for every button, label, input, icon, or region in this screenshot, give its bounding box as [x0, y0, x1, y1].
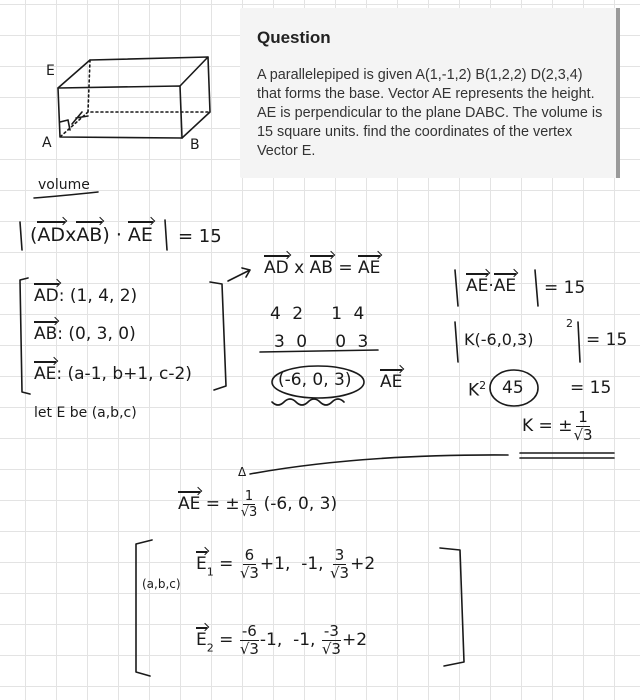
e1-num2: 3 [334, 546, 345, 564]
cross-sign: x [65, 224, 77, 246]
k-value-lhs: K = ± [522, 416, 573, 436]
e1-num: 6 [244, 546, 255, 564]
question-body: A parallelepiped is given A(1,-1,2) B(1,2,2) D(2,3,4) that forms the base. Vector AE represents the height. AE is perpendicular to the plane DABC. The volume is 15 square units. find the coordinates of the vertex Vector E. [257, 67, 603, 159]
e2-line [196, 624, 367, 657]
mag-dot: · [488, 276, 494, 296]
cross-result: (-6, 0, 3) [278, 370, 352, 390]
k-rhs: = 15 [586, 330, 628, 350]
e1-frac-1 [240, 548, 259, 581]
k-value-frac [573, 410, 592, 443]
abs-bar-left-2 [455, 270, 458, 306]
k-value-num: 1 [578, 408, 588, 426]
sketch-label-b: B [190, 137, 200, 153]
cross-result-name [380, 374, 402, 391]
ab-name: AB [34, 324, 58, 344]
e1-mid: +1, -1, [259, 554, 324, 574]
e2-num: -6 [241, 622, 257, 640]
e1-sub: 1 [206, 565, 214, 579]
wavy-underline [272, 399, 344, 405]
e2-frac-2 [322, 624, 341, 657]
ab-line [34, 326, 136, 343]
box-hidden-edges [60, 60, 210, 137]
let-e: let E be (a,b,c) [34, 405, 137, 421]
k2: K [468, 380, 480, 401]
e2-end: +2 [341, 630, 368, 650]
bracket-big-left [136, 540, 152, 676]
volume-equation: (ADxAB) · AE [30, 224, 153, 246]
pointer-line [250, 455, 508, 474]
e2-mid: -1, -1, [259, 630, 316, 650]
k-value-den: √3 [573, 426, 593, 444]
mag-ae-a: AE [466, 276, 489, 296]
k-exponent: 2 [566, 317, 573, 330]
cross-result-vec: AE [380, 372, 403, 392]
cross-vec-ad: AD [264, 258, 289, 278]
vec-ad: AD [37, 224, 66, 246]
vec-ab: AB [76, 224, 103, 246]
cross-definition [264, 260, 380, 277]
abs-bar-right-2 [535, 270, 538, 306]
magnitude-rhs: = 15 [544, 278, 586, 298]
e1-den2: √3 [329, 564, 350, 582]
cross-row-1: 4 2 1 4 [270, 304, 368, 324]
arrow-right [228, 268, 250, 281]
box-top-face [58, 57, 208, 88]
e2-frac-1 [240, 624, 259, 657]
arrow-marker: Δ [238, 465, 247, 479]
k-expression: K(-6,0,3) [464, 330, 534, 349]
cross-vec-ae: AE [357, 258, 381, 278]
k-value [522, 410, 594, 443]
sketch-label-a: A [42, 135, 52, 151]
e2-den2: √3 [321, 640, 341, 658]
ab-value: : (0, 3, 0) [57, 324, 136, 344]
ae-final-vec: (-6, 0, 3) [263, 494, 338, 514]
e1-frac-2 [330, 548, 349, 581]
ae-final-num: 1 [244, 489, 254, 504]
cross-vec-ab: AB [309, 258, 333, 278]
e2-eq: = [219, 630, 234, 650]
ae-final-name: AE [178, 494, 201, 514]
k2-exponent: 2 [479, 379, 487, 392]
ae-line [34, 366, 192, 383]
abc-label: (a,b,c) [142, 577, 181, 591]
vec-ae: AE [127, 224, 153, 246]
ae-name: AE [34, 364, 57, 384]
volume-heading: volume [38, 177, 90, 193]
abs-bar-left-1 [20, 222, 22, 250]
ad-value: : (1, 4, 2) [58, 286, 138, 306]
e2-name: E [196, 630, 207, 650]
e2-sub: 2 [206, 641, 214, 655]
e1-den: √3 [239, 564, 259, 582]
abs-bar-right-1 [165, 220, 167, 250]
e1-name: E [196, 554, 207, 574]
k2-term [468, 380, 486, 400]
e2-num2: -3 [323, 622, 339, 640]
ae-final [178, 490, 337, 519]
ae-final-den: √3 [240, 505, 258, 520]
bracket-left [20, 278, 30, 394]
magnitude-eq [466, 278, 516, 295]
e1-end: +2 [350, 554, 376, 574]
e1-eq: = [219, 554, 234, 574]
ae-value: : (a-1, b+1, c-2) [56, 364, 192, 384]
e1-line [196, 548, 375, 581]
bracket-big-right [440, 548, 464, 666]
ae-final-eq: = ± [205, 494, 240, 514]
k2-45: 45 [502, 378, 524, 398]
e2-den: √3 [239, 640, 259, 658]
volume-rhs: = 15 [178, 226, 222, 247]
dot-sign: · [115, 224, 122, 246]
sketch-label-e: E [46, 63, 55, 79]
cross-row-2: 3 0 0 3 [274, 332, 372, 352]
ad-name: AD [34, 286, 59, 306]
cross-x: x [294, 258, 305, 278]
abs-bar-left-3 [455, 322, 458, 362]
k2-rhs: = 15 [570, 378, 612, 398]
ae-final-frac [241, 490, 258, 519]
question-title: Question [257, 28, 331, 47]
abs-bar-right-3 [578, 322, 580, 362]
bracket-right [210, 282, 226, 390]
cross-eq: = [338, 258, 353, 278]
ad-line [34, 288, 137, 305]
perp-mark [72, 112, 88, 124]
mag-ae-b: AE [493, 276, 517, 296]
